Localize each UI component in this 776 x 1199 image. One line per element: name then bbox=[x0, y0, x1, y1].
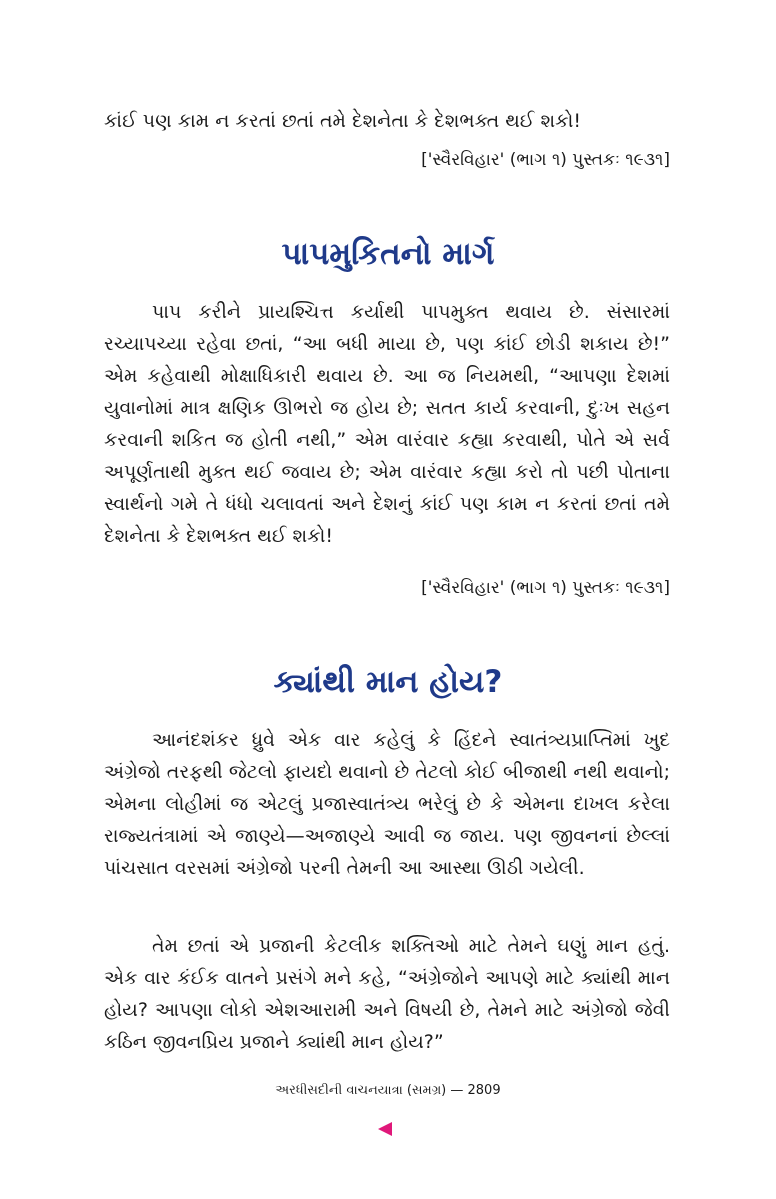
section-title: ક્યાંથી માન હોય? bbox=[273, 664, 503, 700]
source-citation: ['સ્વૈરવિહાર' (ભાગ ૧) પુસ્તકઃ ૧૯૩૧] bbox=[421, 578, 670, 598]
section-title: પાપમુકિતનો માર્ગ bbox=[281, 236, 495, 272]
continuation-line: કાંઈ પણ કામ ન કરતાં છતાં તમે દેશનેતા કે દેશભક્ત થઈ શકો! bbox=[104, 110, 581, 132]
section-paragraph: તેમ છતાં એ પ્રજાની કેટલીક શક્તિઓ માટે તેમને ઘણું માન હતું. એક વાર કંઈક વાતને પ્રસંગે મને કહે, “અંગ્રેજોને આપણે માટે ક્યાંથી માન હોય? આપણા લોકો એશઆરામી અને વિષયી છે, તેમને માટે અંગ્રેજો જેવી કઠિન જીવનપ્રિય પ્રજાને ક્યાંથી માન હોય?” bbox=[104, 935, 670, 1053]
page-footer: અરધીસદીની વાચનયાત્રા (સમગ્ર) — 2809 bbox=[275, 1083, 501, 1098]
source-citation: ['સ્વૈરવિહાર' (ભાગ ૧) પુસ્તકઃ ૧૯૩૧] bbox=[421, 150, 670, 170]
section-paragraph: આનંદશંકર ધ્રુવે એક વાર કહેલું કે હિંદને સ્વાતંત્ર્યપ્રાપ્તિમાં ખુદ અંગ્રેજો તરફથી જેટલો ફાયદો થવાનો છે તેટલો કોઈ બીજાથી નથી થવાનો; એમના લોહીમાં જ એટલું પ્રજાસ્વાતંત્ર્ય ભરેલું છે કે એમના દાખલ કરેલા રાજ્યતંત્રામાં એ જાણ્યે—અજાણ્યે આવી જ જાય. પણ જીવનનાં છેલ્લાં પાંચસાત વરસમાં અંગ્રેજો પરની તેમની આ આસ્થા ઊઠી ગયેલી. bbox=[104, 729, 670, 879]
triangle-left-icon[interactable] bbox=[378, 1122, 392, 1136]
section-body: પાપ કરીને પ્રાયશ્ચિત્ત કર્યાથી પાપમુક્ત થવાય છે. સંસારમાં રચ્યાપચ્યા રહેવા છતાં, “આ બધી માયા છે, પણ કાંઈ છોડી શકાય છે!” એમ કહેવાથી મોક્ષાધિકારી થવાય છે. આ જ નિયમથી, “આપણા દેશમાં યુવાનોમાં માત્ર ક્ષણિક ઊભરો જ હોય છે; સતત કાર્ય કરવાની, દુઃખ સહન કરવાની શકિત જ હોતી નથી,” એમ વારંવાર કહ્યા કરવાથી, પોતે એ સર્વ અપૂર્ણતાથી મુક્ત થઈ જવાય છે; એમ વારંવાર કહ્યા કરો તો પછી પોતાના સ્વાર્થનો ગમે તે ધંધો ચલાવતાં અને દેશનું કાંઈ પણ કામ ન કરતાં છતાં તમે દેશનેતા કે દેશભક્ત થઈ શકો! bbox=[104, 301, 670, 547]
